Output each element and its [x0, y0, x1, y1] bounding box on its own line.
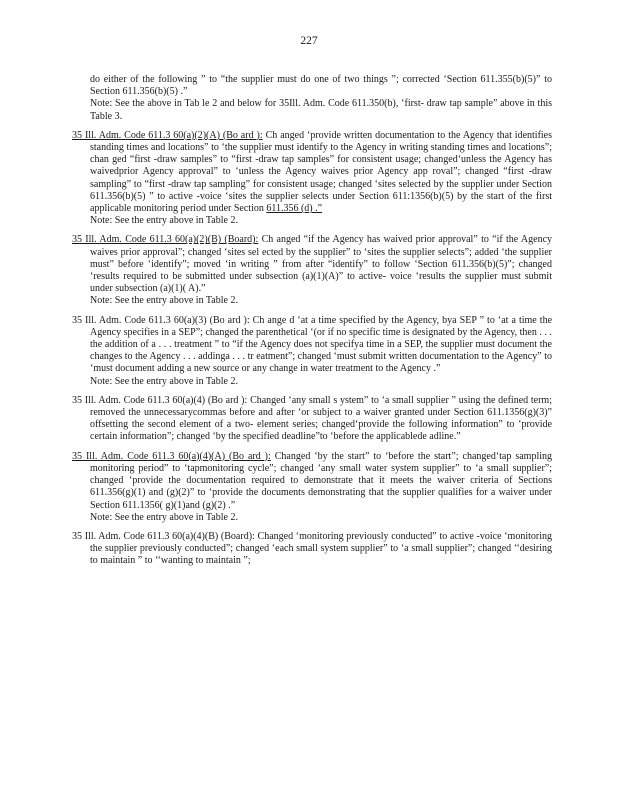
entry-citation: 35 Ill. Adm. Code 611.3 60(a)(4) (Bo ard ): [72, 394, 248, 406]
entry-body [72, 315, 552, 376]
entry-citation: 35 Ill. Adm. Code 611.3 60(a)(2)(B) (Board): [72, 234, 259, 246]
page-number: 227 [300, 35, 318, 47]
entry-text: Ch ange d ‘at a time specified by the Agency, bya SEP ” to ‘at a time the Agency specifies in a SEP”; changed the parenthetical ‘(or if no specific time is designated by the Agency, then . . . the addition of a . . . treatment ” to “if the Agency does not specifya time in a SEP, the supplier must document the changes to the Agency . . . addinga . . . tr eatment”; changed ‘must submit written documentation to the Agency” to ‘must document adding a new source or any change in water treatment to the Agency .” [90, 314, 553, 375]
continued-text: do either of the following ” to “the supplier must do one of two things ”; corrected ‘Section 611.355(b)(5)” to Section 611.356(b)(5) .” [90, 74, 552, 98]
entry-body [72, 451, 552, 512]
entry-note: Note: See the entry above in Table 2. [90, 215, 238, 227]
entry-citation: 35 Ill. Adm. Code 611.3 60(a)(4)(B) (Board): [72, 530, 255, 542]
entry-note: Note: See the entry above in Table 2. [90, 375, 238, 387]
entry-body [72, 234, 552, 295]
continued-entry [72, 74, 552, 123]
entry-text: Ch anged ‘provide written documentation to the Agency that identifies standing times and locations” to ‘the supplier must identify to the Agency in writing standing times and locations”; chan ged “first -draw samples” to “first -draw tap samples” for consistent usage; changed‘unless the Agency has waivedprior Agency approval” to ‘unless the Agency waives prior Agency app roval”; changed “first -draw sampling” to “first -draw tap sampling” for consistent usage; changed ‘sites selected by the supplier under Section 611.356(b)(5) ” to active -voice ‘sites the supplier selects under Section 611:1356(b)(5) by the start of the first applicable monitoring period under Section [90, 129, 553, 215]
entry-body [72, 395, 552, 444]
entry-citation: 35 Ill. Adm. Code 611.3 60(a)(2)(A) (Bo ard ): [72, 129, 263, 141]
entry-text: Ch anged “if the Agency has waived prior approval” to “if the Agency waives prior approval”; changed ‘sites sel ected by the supplier” to ‘sites the supplier selects”; added ‘the supplier must” before ‘identify”; moved ‘in writing ” from after “identify” to follow ‘Section 611.356(b)(5)”; changed ‘results required to be submitted under subsection (a)(1)(A)” to active- voice ‘results the supplier must submit under subsection (a)(1)( A).” [90, 234, 553, 295]
entry-citation: 35 Ill. Adm. Code 611.3 60(a)(4)(A) (Bo ard ): [72, 450, 271, 462]
entry-611-360-a-2-A [72, 130, 552, 228]
entry-citation: 35 Ill. Adm. Code 611.3 60(a)(3) (Bo ard ): [72, 314, 250, 326]
entry-text: Changed ‘any small s ystem” to ‘a small supplier ” using the defined term; removed the unnecessarycommas before and after ‘or subject to a waiver granted under Section 611.1356(g)(3)” offsetting the second element of a two- element series; changed‘provide the following information” to ‘provide certain information”; changed ‘by the specified deadline”to ‘before the applicablede adline.” [90, 394, 552, 443]
entry-611-360-a-4-A [72, 451, 552, 524]
entry-611-360-a-2-B [72, 234, 552, 307]
entry-611-360-a-3 [72, 315, 552, 388]
entry-note: Note: See the entry above in Table 2. [90, 295, 238, 307]
entry-611-360-a-4-B [72, 531, 552, 568]
entry-text: Changed ‘by the start” to ‘before the start”; changed‘tap sampling monitoring period” to ‘tapmonitoring cycle”; changed ‘any small water system supplier” to ‘a small supplier”; changed ‘provide the documentation required to demonstrate that it meets the waiver criteria of Sections 611.356(g)(1) and (g)(2)” to ‘provide the documents demonstrating that the supplier qualifies for a waiver under Section 611.1356( g)(1)and (g)(2) .” [90, 450, 553, 511]
entry-text: Changed ‘monitoring previously conducted” to active -voice ‘monitoring the supplier previously conducted”; changed ‘each small system supplier” to ‘a small supplier”; changed ‘‘desiring to maintain ” to ‘‘wanting to maintain ”; [90, 530, 552, 567]
entry-body [72, 531, 552, 568]
entry-611-360-a-4 [72, 395, 552, 444]
table-content [72, 74, 552, 575]
entry-note: Note: See the entry above in Table 2. [90, 511, 238, 523]
entry-text-underlined: 611.356 (d) .” [266, 203, 323, 215]
entry-body [72, 130, 552, 215]
continued-note: Note: See the above in Tab le 2 and below for 35Ill. Adm. Code 611.350(b), ‘first- draw tap sample” above in this Table 3. [90, 98, 552, 122]
